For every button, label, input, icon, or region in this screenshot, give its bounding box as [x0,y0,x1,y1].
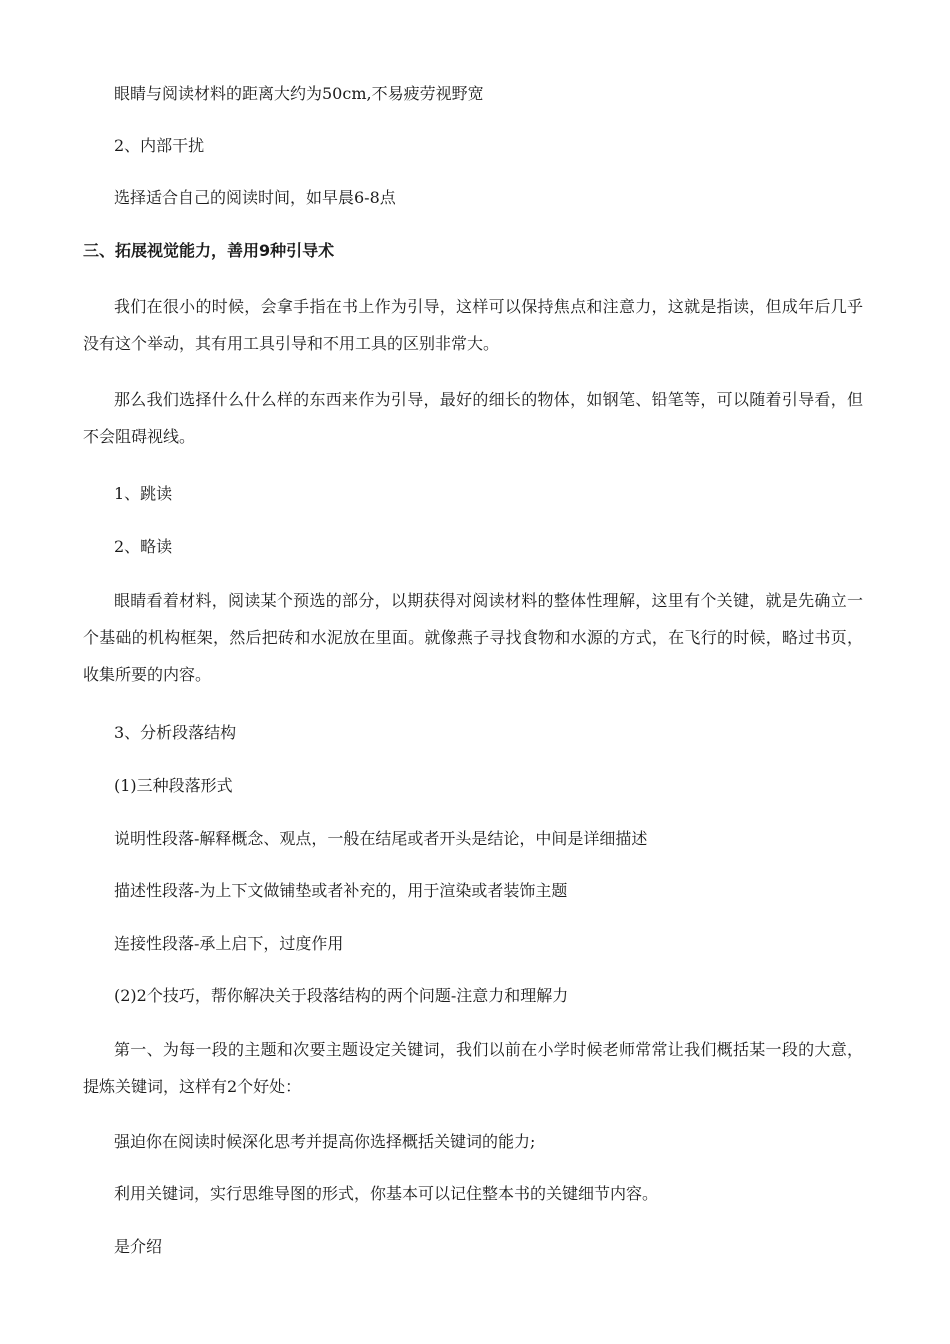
subheading-two-tips: (2)2个技巧，帮你解决关于段落结构的两个问题-注意力和理解力 [114,986,569,1005]
subheading-skip-reading: 1、跳读 [114,484,173,503]
text-line-connective: 连接性段落-承上启下，过度作用 [114,934,344,953]
subheading-internal-interference: 2、内部干扰 [114,136,205,155]
text-line-introduction: 是介绍 [114,1237,163,1256]
subheading-skimming: 2、略读 [114,537,173,556]
text-line-deepen-thinking: 强迫你在阅读时候深化思考并提高你选择概括关键词的能力; [114,1132,536,1151]
section-heading: 三、拓展视觉能力，善用9种引导术 [83,241,335,260]
subheading-paragraph-structure: 3、分析段落结构 [114,723,237,742]
text-line-descriptive: 描述性段落-为上下文做铺垫或者补充的，用于渲染或者装饰主题 [114,881,568,900]
paragraph-keywords: 第一、为每一段的主题和次要主题设定关键词，我们以前在小学时候老师常常让我们概括某一段的大意，提炼关键词，这样有2个好处： [83,1040,863,1096]
paragraph-finger-guide: 我们在很小的时候，会拿手指在书上作为引导，这样可以保持焦点和注意力，这就是指读，但成年后几乎没有这个举动，其有用工具引导和不用工具的区别非常大。 [83,297,863,353]
paragraph-guide-tool: 那么我们选择什么什么样的东西来作为引导，最好的细长的物体，如钢笔、铅笔等，可以随着引导看，但不会阻碍视线。 [83,390,863,446]
paragraph-skimming: 眼睛看着材料，阅读某个预选的部分，以期获得对阅读材料的整体性理解，这里有个关键，就是先确立一个基础的机构框架，然后把砖和水泥放在里面。就像燕子寻找食物和水源的方式，在飞行的时候，略过书页，收集所要的内容。 [83,591,863,684]
text-line-explanatory: 说明性段落-解释概念、观点，一般在结尾或者开头是结论，中间是详细描述 [114,829,648,848]
text-line-mind-map: 利用关键词，实行思维导图的形式，你基本可以记住整本书的关键细节内容。 [114,1184,659,1203]
text-line-reading-time: 选择适合自己的阅读时间，如早晨6-8点 [114,188,396,207]
text-line-distance: 眼睛与阅读材料的距离大约为50cm,不易疲劳视野宽 [114,84,484,103]
subheading-three-forms: (1)三种段落形式 [114,776,233,795]
